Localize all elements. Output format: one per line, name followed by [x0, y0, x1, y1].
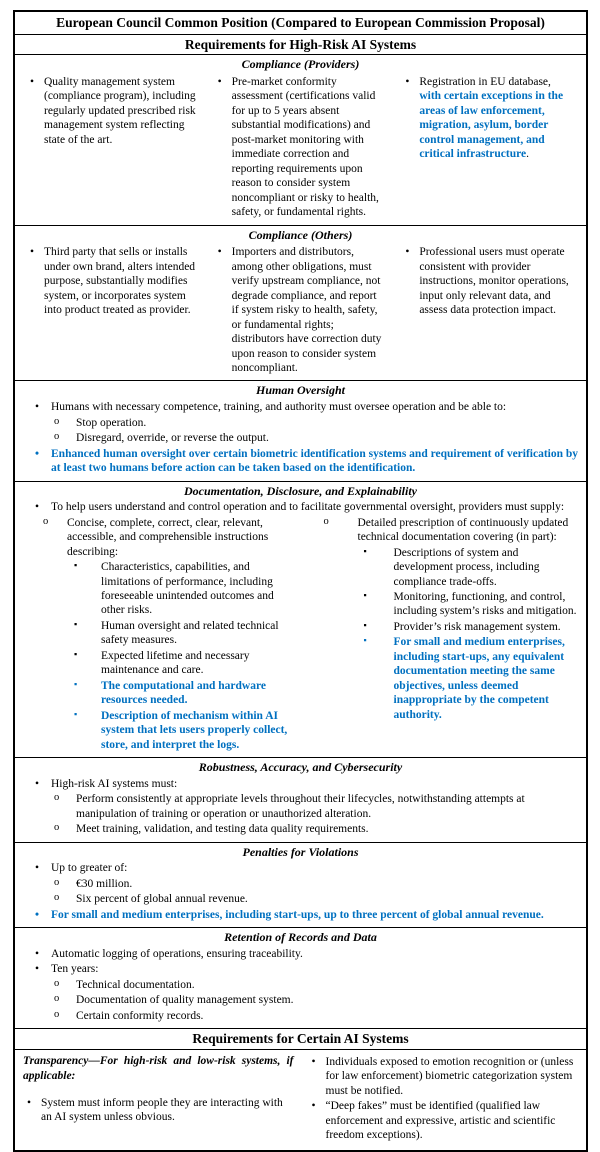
- document-title: European Council Common Position (Compared to European Commission Proposal): [56, 15, 545, 30]
- documentation-heading: Documentation, Disclosure, and Explainability: [183, 483, 418, 498]
- high-risk-section-header: Requirements for High-Risk AI Systems: [15, 34, 586, 55]
- bullet-technical-docs: o Technical documentation.: [21, 978, 580, 992]
- transparency-column-right: [308, 1054, 579, 1143]
- bullet-inform-people: • System must inform people they are interacting with an AI system unless obvious.: [23, 1096, 294, 1125]
- bullet-system-descriptions: ▪ Descriptions of system and development process, including compliance trade-offs.: [306, 546, 581, 589]
- section-retention: [15, 927, 586, 1028]
- providers-column-3: [402, 74, 574, 220]
- compliance-providers-heading: Compliance (Providers): [241, 57, 360, 72]
- others-column-1: [27, 244, 199, 375]
- bullet-expected-lifetime: ▪ Expected lifetime and necessary maintenance and care.: [21, 649, 296, 678]
- compliance-others-columns: [21, 244, 580, 375]
- section-compliance-others: [15, 225, 586, 381]
- bullet-six-percent: o Six percent of global annual revenue.: [21, 892, 580, 906]
- bullet-deep-fakes: • “Deep fakes” must be identified (qualified law enforcement and expressive, artistic and scientific freedom exceptions).: [308, 1099, 579, 1142]
- bullet-humans-oversee: • Humans with necessary competence, training, and authority must oversee operation and be able to:: [21, 400, 580, 414]
- documentation-column-right: [306, 515, 581, 753]
- bullet-risk-management-system: ▪ Provider’s risk management system.: [306, 620, 581, 634]
- bullet-stop-operation: o Stop operation.: [21, 416, 580, 430]
- bullet-technical-documentation: o Detailed prescription of continuously updated technical documentation covering (in part):: [306, 516, 581, 545]
- registration-text-black: Registration in EU database,: [419, 75, 551, 88]
- bullet-quality-management: • Quality management system (compliance program), including regularly updated prescribed risk management system reflecting state of the art.: [27, 75, 199, 147]
- bullet-third-party: • Third party that sells or installs under own brand, alters intended purpose, substantially modifies system, or incorporates system into product treated as provider.: [27, 245, 199, 317]
- retention-heading: Retention of Records and Data: [224, 930, 377, 945]
- bullet-importers-distributors: • Importers and distributors, among other obligations, must verify upstream compliance, not degrade compliance, and report if system risky to health, safety, or fundamental rights; distributors have correction duty upon reason to consider system noncompliant.: [215, 245, 387, 375]
- bullet-disregard-override: o Disregard, override, or reverse the output.: [21, 431, 580, 445]
- bullet-eu-database-registration: [402, 75, 574, 162]
- bullet-premarket-conformity: • Pre-market conformity assessment (certifications valid for up to 5 years absent substantial modifications) and post-market monitoring with immediate correction and reporting requirements upon reason to consider system noncompliant or risky to health, safety, or fundamental rights.: [215, 75, 387, 220]
- transparency-heading: Transparency—For high-risk and low-risk systems, if applicable:: [23, 1054, 294, 1082]
- bullet-sme-documentation: ▪ For small and medium enterprises, including start-ups, any equivalent documentation meeting the same objectives, unless deemed inappropriate by the competent authority.: [306, 635, 581, 722]
- transparency-column-left: [23, 1054, 294, 1143]
- bullet-perform-consistently: o Perform consistently at appropriate levels throughout their lifecycles, notwithstanding attempts at manipulation of training or operation or unauthorized alteration.: [21, 792, 580, 821]
- bullet-30-million: o €30 million.: [21, 877, 580, 891]
- penalties-heading: Penalties for Violations: [242, 844, 359, 859]
- document-table: [13, 10, 588, 1152]
- transparency-columns: [21, 1052, 580, 1145]
- bullet-quality-docs: o Documentation of quality management system.: [21, 993, 580, 1007]
- bullet-log-mechanism: ▪ Description of mechanism within AI system that lets users properly collect, store, and interpret the logs.: [21, 709, 296, 752]
- bullet-ten-years: • Ten years:: [21, 962, 580, 976]
- bullet-data-quality: o Meet training, validation, and testing data quality requirements.: [21, 822, 580, 836]
- providers-column-2: [215, 74, 387, 220]
- documentation-column-left: [21, 515, 296, 753]
- bullet-characteristics: ▪ Characteristics, capabilities, and limitations of performance, including foreseeable unintended outcomes and other risks.: [21, 560, 296, 618]
- bullet-up-to-greater: • Up to greater of:: [21, 861, 580, 875]
- bullet-conformity-records: o Certain conformity records.: [21, 1009, 580, 1023]
- documentation-columns: [21, 515, 580, 753]
- section-documentation: [15, 481, 586, 758]
- others-column-2: [215, 244, 387, 375]
- bullet-enhanced-oversight: • Enhanced human oversight over certain biometric identification systems and requirement of verification by at least two humans before action can be taken based on the identification.: [21, 447, 580, 476]
- bullet-monitoring-functioning: ▪ Monitoring, functioning, and control, including system’s risks and mitigation.: [306, 590, 581, 619]
- bullet-highrisk-must: • High-risk AI systems must:: [21, 777, 580, 791]
- section-robustness: [15, 757, 586, 842]
- compliance-others-heading: Compliance (Others): [248, 227, 353, 242]
- bullet-automatic-logging: • Automatic logging of operations, ensuring traceability.: [21, 947, 580, 961]
- bullet-human-oversight-measures: ▪ Human oversight and related technical safety measures.: [21, 619, 296, 648]
- compliance-providers-columns: [21, 74, 580, 220]
- bullet-sme-three-percent: • For small and medium enterprises, including start-ups, up to three percent of global annual revenue.: [21, 908, 580, 922]
- others-column-3: [402, 244, 574, 375]
- section-transparency: [15, 1049, 586, 1150]
- bullet-professional-users: • Professional users must operate consistent with provider instructions, monitor operations, input only relevant data, and assess data protection impact.: [402, 245, 574, 317]
- registration-period: .: [526, 148, 529, 161]
- section-compliance-providers: [15, 54, 586, 224]
- providers-column-1: [27, 74, 199, 220]
- certain-ai-section-header: Requirements for Certain AI Systems: [15, 1028, 586, 1049]
- section-human-oversight: [15, 380, 586, 480]
- section-penalties: [15, 842, 586, 928]
- human-oversight-heading: Human Oversight: [255, 383, 345, 398]
- bullet-instructions: o Concise, complete, correct, clear, relevant, accessible, and comprehensible instructions describing:: [21, 516, 296, 559]
- registration-text-blue: with certain exceptions in the areas of law enforcement, migration, asylum, border control management, and critical infrastructure: [419, 90, 564, 161]
- bullet-documentation-intro: • To help users understand and control operation and to facilitate governmental oversight, providers must supply:: [21, 500, 580, 514]
- bullet-computational-resources: ▪ The computational and hardware resources needed.: [21, 679, 296, 708]
- robustness-heading: Robustness, Accuracy, and Cybersecurity: [198, 760, 403, 775]
- bullet-emotion-recognition: • Individuals exposed to emotion recognition or (unless for law enforcement) biometric categorization system must be notified.: [308, 1055, 579, 1098]
